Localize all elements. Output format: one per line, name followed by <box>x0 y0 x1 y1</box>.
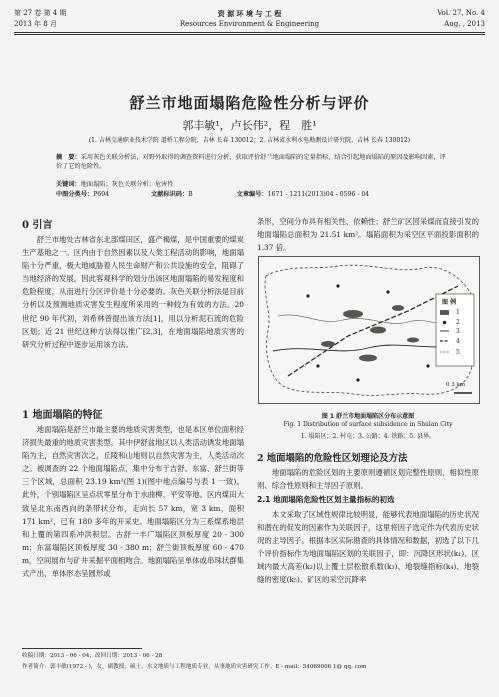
abstract-label: 摘 要： <box>56 154 81 161</box>
header-rule-thin <box>14 34 485 35</box>
section-1-paragraph: 地面塌陷是舒兰市最主要的地质灾害类型，也是本区单位面积经济损失最重的地质灾害类型，其中伊舒盆地区以人类活动诱发地面塌陷为主，自然灾害次之，丘陵和山地则以自然灾害为主，人类活动次之。被调查的 22 个地面塌陷点，集中分布于吉舒、东富、舒兰街等三个区域，总面积 23.19 km²(图 1)(图中地点编号与表 1 一致)。此外，个别塌陷区呈点状零星分布于水曲柳、平安等地。区内煤田大致呈北东南西向的条带状分布，走向长 57 km，宽 3 km，面积 171 km²，已有 180 多年的开采史。地面塌陷区分为三系煤系地层和上覆的第四系冲洪积层。古舒一丰广塌陷区顶板厚度 20 - 300 m；东富塌陷区顶板厚度 30 - 380 m；舒兰街顶板厚度 60 - 470 m，空间展布与矿井采掘平面相吻合。地面塌陷呈单体或串珠状群集式产出，单体形态呈圆形或 <box>22 425 244 579</box>
figure-caption-key: 1. 塌陷区；2. 村屯；3. 公路；4. 铁路；5. 县界。 <box>300 433 436 440</box>
clc-label: 中图分类号： <box>56 191 94 198</box>
clc-value: P694 <box>93 191 110 198</box>
section-1-heading: 1 地面塌陷的特征 <box>22 410 103 421</box>
journal-name-cn: 资 源 环 境 与 工 程 <box>217 9 282 18</box>
figure-caption-cn: 图 1 舒兰市地面塌陷区分布示意图 <box>321 413 415 420</box>
keywords <box>56 180 451 189</box>
classification-line <box>56 190 451 199</box>
abstract <box>56 153 451 171</box>
journal-name-en: Resources Environment & Engineering <box>179 20 320 28</box>
author-affiliations: (1. 吉林交通职业技术学院 道桥工程分院，吉林 长春 130012；2. 吉林省水利水电勘测设计研究院，吉林 长春 130012) <box>88 137 411 144</box>
section-2-heading: 2 地面塌陷的危险性区划理论及方法 <box>257 453 408 464</box>
legend-item-1: 1 <box>456 309 460 316</box>
figure-1 <box>258 256 480 404</box>
author-bio: 作者简介：郭丰敏(1972 - )，女，副教授，硕士，水文地质与工程地质专业，从事地质灾害研究工作。E - mail：54069006 1@ qq. com <box>22 664 367 670</box>
doc-code-label: 文献标识码： <box>151 191 189 198</box>
article-no-value: 1671 - 1211(2013)04 - 0596 - 04 <box>267 191 370 198</box>
section-2-paragraph: 地面塌陷的危险区划的主要原则遵循区划完整性原则、相似性原则、综合性原则和主导因子原则。 <box>257 468 479 491</box>
legend-item-5: 5 <box>456 349 460 356</box>
legend-item-2: 2 <box>456 319 460 326</box>
received-date: 收稿日期：2013 - 06 - 04；改回日期：2013 - 06 - 28 <box>22 653 163 659</box>
footnote-rule <box>22 648 142 649</box>
abstract-text: 采用灰色关联分析法，对野外取得的调查资料进行分析，获取评价舒兰地面塌陷的定量指标，结合引起地面塌陷的原因及影响因素，评价了它的危险性。 <box>56 154 446 170</box>
article-authors: 郭丰敏¹，卢长伟²，程 胜¹ <box>182 119 317 132</box>
section-0-heading: 0 引言 <box>22 220 53 231</box>
journal-volume-issue: 第 27 卷 第 4 期 <box>14 9 67 17</box>
section-0-paragraph: 舒兰市地处吉林省东北部煤田区，盛产褐煤，是中国重要的煤炭生产基地之一。区内由于自然因素以及人类工程活动的影响，地面塌陷十分严重，极大地威胁着人民生命财产和公共设施的安全，阻碍了当地经济的发展，因此客观科学的划分出该区地面塌陷的易发程度和危险程度，从而进行分区评价是十分必要的。灰色关联分析法是目前分析以及预测地质灾害发生程度所采用的一种较为有效的方法。20 世纪 90 年代初，刘希林曾提出该方法[1]，用以分析泥石流的危险区划；近 21 世纪这种方法得以推广[2,3]，在地面塌陷地质灾害的研究分析过程中逐步运用该方法。 <box>22 235 244 349</box>
journal-vol-en: Vol. 27, No. 4 <box>437 9 485 17</box>
keywords-label: 关键词： <box>56 181 81 188</box>
section-2-1-paragraph: 本文采取了区域性规律比较明显，能够代表地面塌陷的历史状况和潜在的促发的因素作为关联因子，这里将因子选定作为代表历史状况的主导因子。根据本区实际勘查的具体情况和数据，初选了以下几个评价指标作为地面塌陷区划的关联因子，即：沉降区形状(k₁)、区域内最大高差(k₂)以上覆土层松散系数(k₃)、地裂缝指标(k₄)、地裂缝的密度(k₅)、矿区的采空沉降率 <box>257 510 479 585</box>
legend-title: 图 例 <box>442 299 457 306</box>
legend-item-3: 3 <box>456 328 460 335</box>
right-column-paragraph: 条形，空间分布具有相关性、依赖性；舒兰矿区因采煤而直接引发的地面塌陷总面积为 21.51 km²。塌陷面积为采空区平面投影面积的 1.37 倍。 <box>257 217 479 253</box>
journal-date: 2013 年 8 月 <box>14 20 57 28</box>
figure-caption-en: Fig. 1 Distribution of surface subsidence in Shulan City <box>283 421 453 428</box>
section-2-1-heading: 2.1 地面塌陷危险性区划主量指标的初选 <box>257 495 395 504</box>
journal-date-en: Aug. , 2013 <box>444 20 485 28</box>
legend-item-4: 4 <box>456 338 460 345</box>
article-no-label: 文章编号： <box>236 191 268 198</box>
doc-code-value: B <box>188 191 193 198</box>
keywords-text: 地面塌陷；灰色关联分析；危害性 <box>80 181 174 188</box>
header-rule <box>14 32 485 33</box>
article-title: 舒兰市地面塌陷危险性分析与评价 <box>129 94 370 112</box>
map-scale: 0 3 km <box>446 382 466 388</box>
